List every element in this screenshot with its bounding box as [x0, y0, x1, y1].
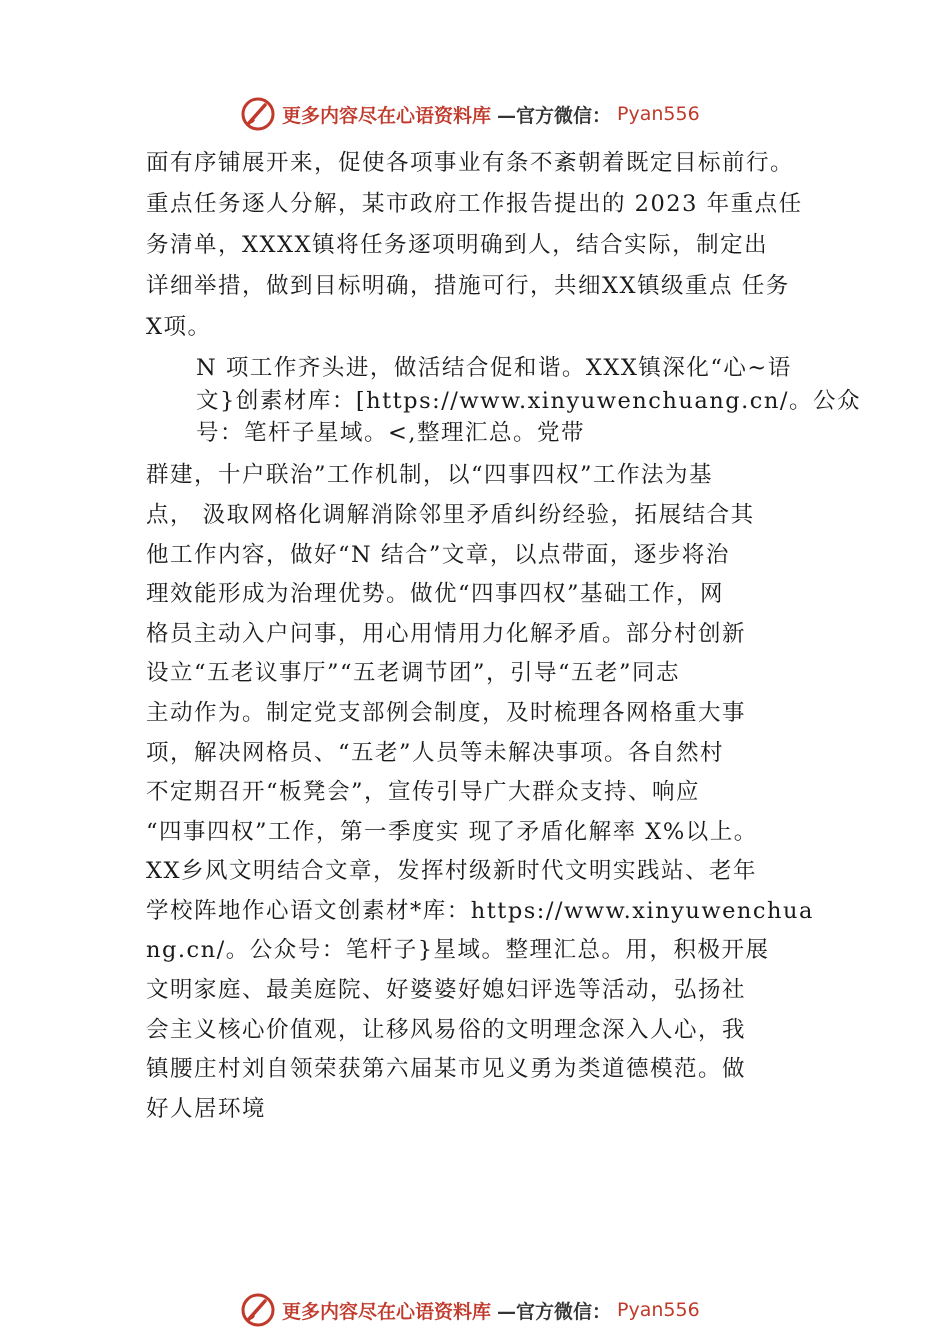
text-line: 他工作内容，做好“N 结合”文章，以点带面，逐步将治	[146, 542, 730, 568]
banner-wechat-id: Pyan556	[617, 103, 700, 125]
banner-wechat-label: —官方微信：	[497, 1300, 612, 1323]
text-line: X项。	[146, 314, 212, 340]
text-line: 号：笔杆子星域。<,整理汇总。党带	[196, 420, 586, 446]
brush-logo-icon	[240, 96, 276, 132]
text-line: 镇腰庄村刘自领荣获第六届某市见义勇为类道德模范。做	[146, 1056, 747, 1082]
text-line: 学校阵地作心语文创素材*库：https://www.xinyuwenchua	[146, 898, 814, 924]
text-line: 面有序铺展开来，促使各项事业有条不紊朝着既定目标前行。	[146, 150, 795, 176]
text-line: 会主义核心价值观，让移风易俗的文明理念深入人心，我	[146, 1017, 747, 1043]
text-line: 好人居环境	[146, 1096, 267, 1122]
text-line: 项，解决网格员、“五老”人员等未解决事项。各自然村	[146, 740, 725, 766]
text-line: 重点任务逐人分解，某市政府工作报告提出的 2023 年重点任	[146, 191, 803, 217]
text-line: 点， 汲取网格化调解消除邻里矛盾纠纷经验，拓展结合其	[146, 502, 755, 528]
text-line: XX乡风文明结合文章，发挥村级新时代文明实践站、老年	[146, 858, 758, 884]
header-banner	[240, 94, 700, 134]
text-line: ng.cn/。公众号：笔杆子}星域。整理汇总。用，积极开展	[146, 937, 770, 963]
text-line: 群建，十户联治”工作机制，以“四事四权”工作法为基	[146, 462, 714, 488]
text-line: 不定期召开“板凳会”，宣传引导广大群众支持、响应	[146, 779, 701, 805]
footer-banner	[240, 1290, 700, 1330]
text-line: 详细举措，做到目标明确，措施可行，共细XX镇级重点 任务	[146, 273, 790, 299]
text-line: 理效能形成为治理优势。做优“四事四权”基础工作，网	[146, 581, 725, 607]
text-line: 务清单，XXXX镇将任务逐项明确到人，结合实际，制定出	[146, 232, 769, 258]
text-line: N 项工作齐头进，做活结合促和谐。XXX镇深化“心~语	[196, 355, 792, 381]
text-line: 主动作为。制定党支部例会制度，及时梳理各网格重大事	[146, 700, 747, 726]
text-line: 文}创素材库：[https://www.xinyuwenchuang.cn/。公众	[196, 388, 861, 414]
text-line: 文明家庭、最美庭院、好婆婆好媳妇评选等活动，弘扬社	[146, 977, 747, 1003]
brush-logo-icon	[240, 1292, 276, 1328]
text-line: “四事四权”工作，第一季度实 现了矛盾化解率 X%以上。	[146, 819, 758, 845]
banner-title: 更多内容尽在心语资料库	[282, 104, 492, 127]
text-line: 设立“五老议事厅”“五老调节团”，引导“五老”同志	[146, 660, 681, 686]
banner-wechat-id: Pyan556	[617, 1299, 700, 1321]
banner-title: 更多内容尽在心语资料库	[282, 1300, 492, 1323]
banner-wechat-label: —官方微信：	[497, 104, 612, 127]
text-line: 格员主动入户问事，用心用情用力化解矛盾。部分村创新	[146, 621, 747, 647]
